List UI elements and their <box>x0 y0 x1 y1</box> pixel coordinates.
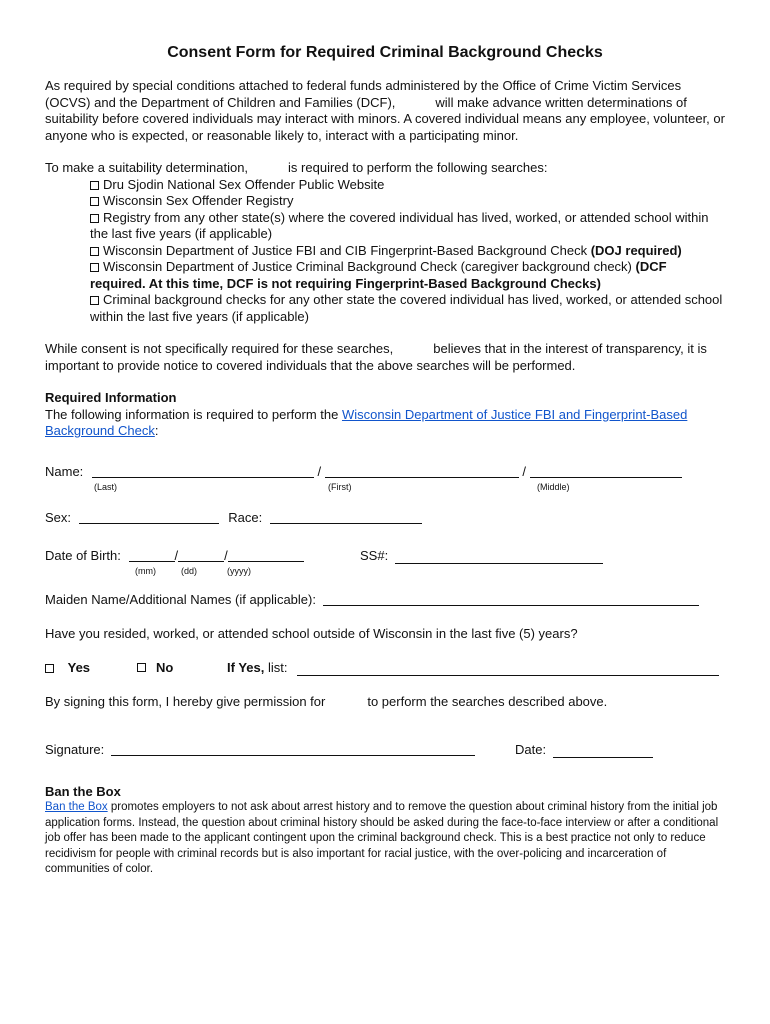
intro-text-2: will make advance written determinations of suitability before covered individuals may interact with minors. A covered individual means any employee, volunteer, or anyone who is expected, or reasonable likely to, interact with a participating minor. <box>45 94 725 143</box>
required-info-colon: : <box>154 423 159 438</box>
yes-label: Yes <box>67 659 91 675</box>
required-info-text: The following information is required to perform the <box>45 406 342 422</box>
search-item-note: (DOJ required) <box>590 242 682 258</box>
other-states-field[interactable] <box>297 663 719 676</box>
search-item-text: Criminal background checks for any other state the covered individual has lived, worked, or attended school within the last five years (if applicable) <box>90 292 723 324</box>
required-info-heading: Required Information <box>45 390 177 405</box>
dob-label: Date of Birth: <box>45 547 121 563</box>
required-info-paragraph <box>45 407 725 440</box>
ban-the-box-heading: Ban the Box <box>45 783 121 799</box>
search-item <box>90 292 725 325</box>
suitability-text-2: is required to perform the following searches: <box>288 160 548 175</box>
search-item-text: Dru Sjodin National Sex Offender Public Website <box>103 176 385 192</box>
search-item <box>90 210 725 243</box>
date-field[interactable] <box>553 745 653 758</box>
search-item <box>90 193 725 210</box>
checkbox-icon <box>90 247 99 256</box>
sex-field[interactable] <box>79 511 219 524</box>
signature-label: Signature: <box>45 741 105 757</box>
signature-row <box>45 742 725 762</box>
search-item-note: (DCF required. At this time, DCF is not requiring Fingerprint-Based Background Checks) <box>90 259 667 291</box>
ssn-label: SS#: <box>360 547 389 563</box>
ssn-field[interactable] <box>395 551 603 564</box>
yes-no-row <box>45 660 725 680</box>
checkbox-icon <box>90 263 99 272</box>
maiden-name-field[interactable] <box>323 593 699 606</box>
search-item <box>90 177 725 194</box>
search-item-text: Wisconsin Department of Justice Criminal Background Check (caregiver background check) <box>103 259 636 274</box>
date-label: Date: <box>515 741 547 757</box>
middle-name-caption: (Middle) <box>537 481 570 492</box>
dob-month-field[interactable] <box>129 549 175 562</box>
ban-the-box-link[interactable]: Ban the Box <box>45 801 108 813</box>
search-item-text: Wisconsin Department of Justice FBI and CIB Fingerprint-Based Background Check <box>103 242 591 258</box>
consent-form-page <box>45 44 725 878</box>
maiden-name-label: Maiden Name/Additional Names (if applicable): <box>45 591 316 607</box>
page-title: Consent Form for Required Criminal Background Checks <box>167 44 603 61</box>
if-yes-bold: If Yes, <box>227 659 265 675</box>
name-separator: / <box>317 463 322 479</box>
signature-field[interactable] <box>111 743 475 756</box>
checkbox-icon <box>90 296 99 305</box>
no-checkbox[interactable] <box>137 663 146 672</box>
checkbox-icon <box>90 214 99 223</box>
dob-year-caption: (yyyy) <box>227 565 251 576</box>
permission-row <box>45 694 725 714</box>
resided-question: Have you resided, worked, or attended school outside of Wisconsin in the last five (5) years? <box>45 625 578 641</box>
intro-text-1: As required by special conditions attached to federal funds administered by the Office of Crime Victim Services (OCVS) and the Department of Children and Families (DCF), <box>45 78 682 110</box>
last-name-field[interactable] <box>92 465 314 478</box>
race-field[interactable] <box>270 511 422 524</box>
dob-day-caption: (dd) <box>181 565 198 576</box>
middle-name-field[interactable] <box>530 465 682 478</box>
first-name-caption: (First) <box>328 481 352 492</box>
resided-question-row <box>45 626 725 646</box>
name-label: Name: <box>45 463 84 479</box>
search-item <box>90 259 725 292</box>
dob-ssn-row <box>45 548 725 588</box>
checkbox-icon <box>90 181 99 190</box>
search-item <box>90 243 725 260</box>
consent-note-text-1: While consent is not specifically required for these searches, <box>45 341 394 356</box>
if-yes-rest: list: <box>267 659 288 675</box>
intro-paragraph <box>45 78 725 144</box>
search-item-text: Wisconsin Sex Offender Registry <box>103 193 294 208</box>
checkbox-icon <box>90 197 99 206</box>
sex-race-row <box>45 510 725 530</box>
dob-month-caption: (mm) <box>135 565 156 576</box>
suitability-paragraph <box>45 160 725 177</box>
if-yes-label <box>227 660 287 675</box>
suitability-text-1: To make a suitability determination, <box>45 160 249 175</box>
permission-text-2: to perform the searches described above. <box>367 693 608 709</box>
last-name-caption: (Last) <box>94 481 118 492</box>
no-label: No <box>156 659 174 675</box>
permission-text-1: By signing this form, I hereby give permission for <box>45 693 326 709</box>
dob-day-field[interactable] <box>178 549 224 562</box>
name-row <box>45 464 725 504</box>
ban-the-box-paragraph <box>45 800 725 878</box>
sex-label: Sex: <box>45 509 72 525</box>
dob-year-field[interactable] <box>228 549 304 562</box>
first-name-field[interactable] <box>325 465 519 478</box>
dob-separator: / <box>224 547 228 563</box>
yes-checkbox[interactable] <box>45 664 54 673</box>
name-separator: / <box>522 463 527 479</box>
consent-note-paragraph <box>45 341 725 374</box>
maiden-name-row <box>45 592 725 612</box>
ban-the-box-text: promotes employers to not ask about arrest history and to remove the question about criminal history from the initial job application forms. Instead, the question about criminal history should be asked during the face-to-face interview or after a conditional job offer has been made to the applicant contingent upon the criminal background check. This is a best practice not only to reduce recidivism for people with criminal records but is also important for racial justice, with the over-policing and incarceration of communities of color. <box>45 801 719 875</box>
searches-list <box>90 177 725 326</box>
doj-background-check-link[interactable]: Wisconsin Department of Justice FBI and Fingerprint-Based Background Check <box>45 406 688 438</box>
consent-note-text-2: believes that in the interest of transparency, it is important to provide notice to covered individuals that the above searches will be performed. <box>45 341 707 373</box>
race-label: Race: <box>228 509 263 525</box>
dob-separator: / <box>174 547 179 563</box>
search-item-text: Registry from any other state(s) where the covered individual has lived, worked, or attended school within the last five years (if applicable) <box>90 209 709 241</box>
